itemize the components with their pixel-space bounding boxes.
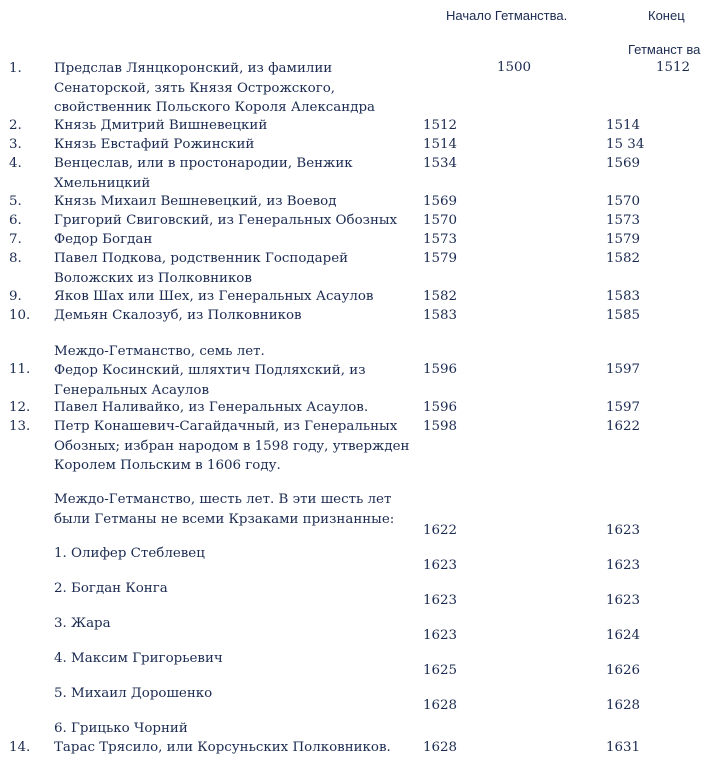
start-year: 1625 [423,663,458,678]
end-year: 1622 [606,419,641,434]
start-year: 1623 [423,628,458,643]
row-number: 9. [9,289,22,304]
start-year: 1582 [423,289,458,304]
start-year: 1622 [423,523,458,538]
row-number: 8. [9,251,22,266]
hetman-name: Князь Дмитрий Вишневецкий [54,118,268,133]
end-year: 1573 [606,213,641,228]
end-year: 1626 [606,663,641,678]
start-year: 1569 [423,194,458,209]
start-year: 1512 [423,118,458,133]
interregnum-note: Междо-Гетманство, шесть лет. В эти шесть лет были Гетманы не всеми Крзаками признанные: [54,492,395,527]
hetman-name: Павел Подкова, родственник Господарей Воложских из Полковников [54,251,349,286]
row-number: 4. [9,156,22,171]
end-year: 1585 [606,308,641,323]
hetman-name: Павел Наливайко, из Генеральных Асаулов. [54,400,369,415]
sub-hetman-name: 4. Максим Григорьевич [54,651,223,666]
end-year: 1623 [606,558,641,573]
end-year: 1631 [606,740,641,755]
end-year: 1623 [606,593,641,608]
column-header-start: Начало Гетманства. [446,8,568,23]
row-number: 10. [9,308,31,323]
start-year: 1579 [423,251,458,266]
end-year: 1582 [606,251,641,266]
hetman-name: Яков Шах или Шех, из Генеральных Асаулов [54,289,374,304]
start-year: 1596 [423,362,458,377]
start-year: 1596 [423,400,458,415]
column-header-end-continued: Гетманст ва [628,42,701,57]
sub-hetman-name: 3. Жара [54,616,111,631]
row-number: 5. [9,194,22,209]
row-number: 3. [9,137,22,152]
sub-hetman-name: 6. Грицько Чорний [54,721,188,736]
start-year: 1500 [497,60,532,75]
hetman-name: Венцеслав, или в простонародии, Венжик Хмельницкий [54,156,353,191]
row-number: 7. [9,232,22,247]
hetman-name: Демьян Скалозуб, из Полковников [54,308,302,323]
hetman-name: Петр Конашевич-Сагайдачный, из Генеральных Обозных; избран народом в 1598 году, утвержден Королем Польским в 1606 году. [54,419,410,473]
start-year: 1623 [423,558,458,573]
end-year: 1628 [606,698,641,713]
end-year: 1583 [606,289,641,304]
start-year: 1570 [423,213,458,228]
hetman-name: Предслав Лянцкоронский, из фамилии Сенаторской, зять Князя Острожского, свойственник Польского Короля Александра [54,61,376,115]
end-year: 1624 [606,628,641,643]
hetman-name: Князь Михаил Вешневецкий, из Воевод [54,194,337,209]
start-year: 1628 [423,698,458,713]
sub-hetman-name: 5. Михаил Дорошенко [54,686,213,701]
start-year: 1583 [423,308,458,323]
end-year: 1514 [606,118,641,133]
row-number: 1. [9,61,22,76]
sub-hetman-name: 1. Олифер Стеблевец [54,546,205,561]
end-year: 1623 [606,523,641,538]
end-year: 1597 [606,362,641,377]
end-year: 1579 [606,232,641,247]
start-year: 1514 [423,137,458,152]
row-number: 13. [9,419,31,434]
hetman-name: Федор Косинский, шляхтич Подляхский, из Генеральных Асаулов [54,363,366,398]
end-year: 1569 [606,156,641,171]
end-year: 1570 [606,194,641,209]
start-year: 1573 [423,232,458,247]
interregnum-note: Междо-Гетманство, семь лет. [54,344,265,359]
hetman-name: Князь Евстафий Рожинский [54,137,255,152]
end-year: 15 34 [606,137,645,152]
row-number: 14. [9,740,31,755]
start-year: 1598 [423,419,458,434]
hetman-name: Тарас Трясило, или Корсуньских Полковников. [54,740,391,755]
end-year: 1512 [656,60,691,75]
row-number: 11. [9,362,31,377]
start-year: 1623 [423,593,458,608]
start-year: 1534 [423,156,458,171]
row-number: 2. [9,118,22,133]
column-header-end: Конец [648,8,685,23]
hetman-name: Федор Богдан [54,232,153,247]
sub-hetman-name: 2. Богдан Конга [54,581,168,596]
end-year: 1597 [606,400,641,415]
row-number: 12. [9,400,31,415]
row-number: 6. [9,213,22,228]
start-year: 1628 [423,740,458,755]
hetman-name: Григорий Свиговский, из Генеральных Обозных [54,213,398,228]
